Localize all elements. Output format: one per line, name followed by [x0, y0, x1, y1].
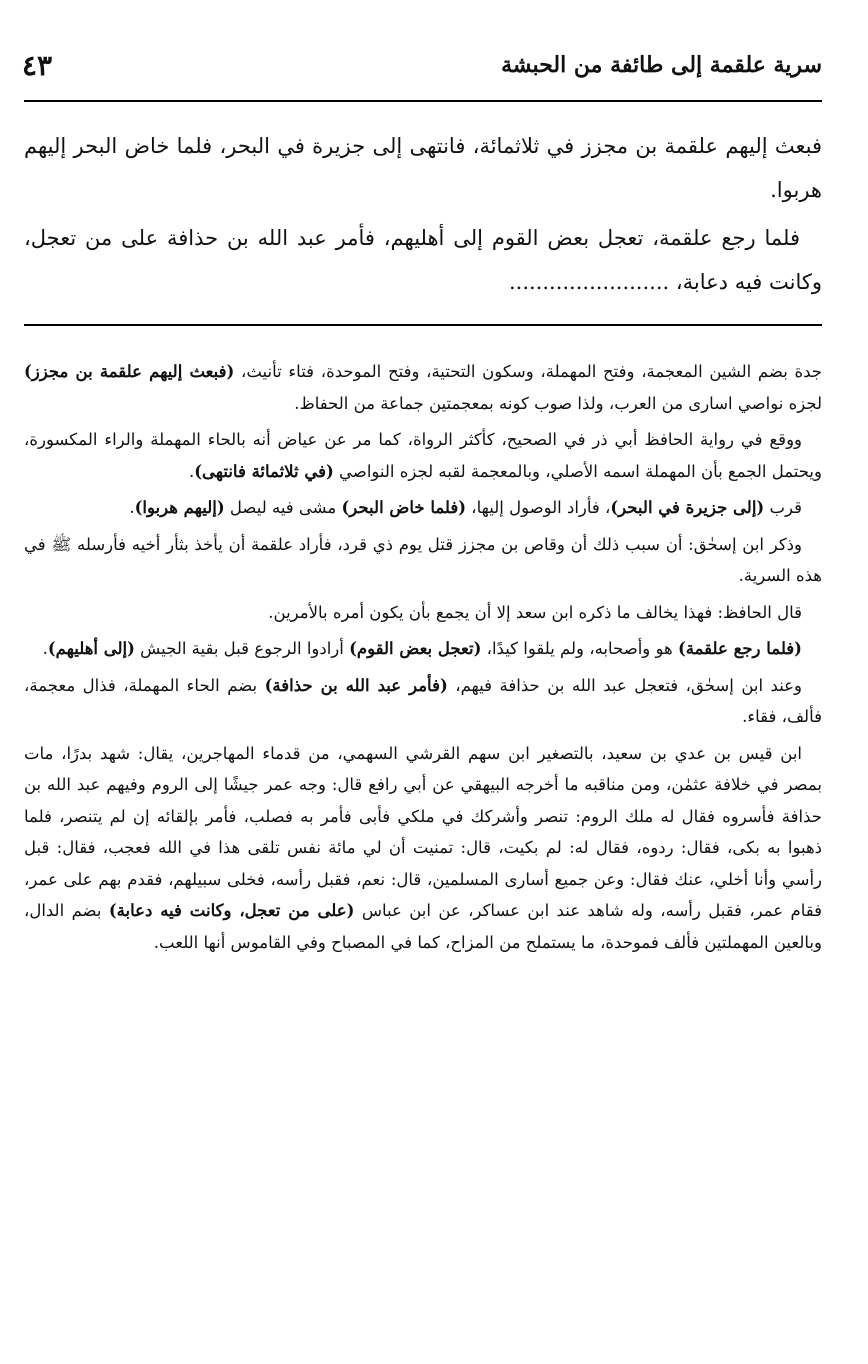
commentary-text: قال الحافظ: فهذا يخالف ما ذكره ابن سعد إلا أن يجمع بأن يكون أمره بالأمرين. — [268, 602, 802, 622]
quoted-phrase: (على من تعجل، وكانت فيه دعابة) — [108, 901, 355, 920]
main-text-span: فبعث إليهم علقمة بن مجزز في ثلاثمائة، فانتهى إلى جزيرة في البحر، فلما خاض البحر إليهم هربوا. — [24, 134, 822, 202]
commentary-paragraph — [24, 529, 822, 592]
commentary-text: مشى فيه ليصل — [224, 498, 342, 517]
commentary-text: ابن قيس بن عدي بن سعيد، بالتصغير ابن سهم القرشي السهمي، من قدماء المهاجرين، يقال: شهد بدرًا، مات بمصر في خلافة عثمٰن، ومن مناقبه ما أخرجه البيهقي عن أبي رافع قال: وجه عمر جيشًا إلى الروم وفيهم عبد الله بن حذافة فأسروه فقال له ملك الروم: تنصر وأشركك في ملكي فأبى فأمر به فصلب، فأمر بإلقائه إن لم يتنصر، فلما ذهبوا به بكى، فقال: ردوه، فقال له: لم بكيت، قال: تمنيت أن لي مائة نفس تلقى هذا في الله فعجب، فقال: قبل رأسي وأنا أخلي، عنك فقال: وعن جميع أسارى المسلمين، قال: نعم، فقبل رأسه، فخلى سبيلهم، فقدم بهم على عمر، فقام عمر، فقبل رأسه، وله شاهد عند ابن عساكر، عن ابن عباس — [24, 743, 823, 920]
commentary-paragraph — [24, 738, 822, 959]
page-number: ٤٣ — [22, 48, 53, 82]
main-paragraph — [24, 124, 822, 212]
commentary-paragraph — [24, 670, 822, 733]
commentary-text: بضم الحاء المهملة، فذال معجمة، فألف، فقاء. — [24, 675, 822, 726]
commentary-paragraph — [24, 633, 822, 665]
commentary — [24, 356, 822, 963]
commentary-text: . — [188, 461, 195, 481]
commentary-paragraph — [24, 356, 822, 419]
commentary-text: بضم الدال، وبالعين المهملتين فألف فموحدة، ما يستملح من المزاح، كما في المصباح وفي القاموس أنها اللعب. — [24, 901, 822, 952]
commentary-text: ، فأراد الوصول إليها، — [466, 498, 611, 517]
quoted-phrase: (إلى أهليهم) — [47, 639, 135, 658]
footnote-divider — [24, 324, 822, 326]
quoted-phrase: (فبعث إليهم علقمة بن مجزز) — [24, 362, 235, 381]
main-text — [24, 124, 822, 308]
quoted-phrase: (فلما رجع علقمة) — [677, 639, 802, 658]
commentary-paragraph — [24, 424, 822, 487]
commentary-text: أرادوا الرجوع قبل بقية الجيش — [134, 639, 350, 658]
commentary-paragraph — [24, 597, 822, 629]
quoted-phrase: (إلى جزيرة في البحر) — [610, 498, 765, 517]
header-rule — [24, 100, 822, 102]
commentary-text: جدة بضم الشين المعجمة، وفتح المهملة، وسكون التحتية، وفتح الموحدة، فتاء تأنيث، — [234, 362, 822, 381]
quoted-phrase: (في ثلاثمائة فانتهى) — [194, 461, 334, 481]
commentary-text: ووقع في رواية الحافظ أبي ذر في الصحيح، كأكثر الرواة، كما مر عن عياض أنه بالحاء المهملة والراء المكسورة، ويحتمل الجمع بأن المهملة اسمه الأصلي، وبالمعجمة لقبه لجزه النواصي — [24, 430, 822, 481]
main-paragraph — [24, 216, 822, 304]
commentary-text: لجزه نواصي اسارى من العرب، ولذا صوب كونه بمعجمتين جماعة من الحفاظ. — [294, 393, 822, 413]
quoted-phrase: (إليهم هربوا) — [134, 498, 225, 517]
commentary-text: وذكر ابن إسحٰق: أن سبب ذلك أن وقاص بن مجزز قتل يوم ذي قرد، فأراد علقمة أن يأخذ بثأر أخيه فأرسله ﷺ في هذه السرية. — [24, 534, 822, 585]
quoted-phrase: (فأمر عبد الله بن حذافة) — [264, 675, 448, 695]
commentary-text: هو وأصحابه، ولم يلقوا كيدًا، — [481, 639, 678, 658]
commentary-paragraph — [24, 492, 822, 524]
running-title: سرية علقمة إلى طائفة من الحبشة — [501, 52, 822, 78]
quoted-phrase: (فلما خاض البحر) — [341, 498, 467, 517]
main-text-span: فلما رجع علقمة، تعجل بعض القوم إلى أهليهم، فأمر عبد الله بن حذافة على من تعجل، وكانت فيه دعابة، ........................ — [24, 226, 822, 294]
page-header — [22, 42, 822, 88]
commentary-text: . — [129, 498, 135, 517]
quoted-phrase: (تعجل بعض القوم) — [349, 639, 482, 658]
commentary-text: وعند ابن إسحٰق، فتعجل عبد الله بن حذافة فيهم، — [447, 675, 802, 695]
commentary-text: قرب — [764, 498, 802, 517]
commentary-text: . — [42, 639, 48, 658]
